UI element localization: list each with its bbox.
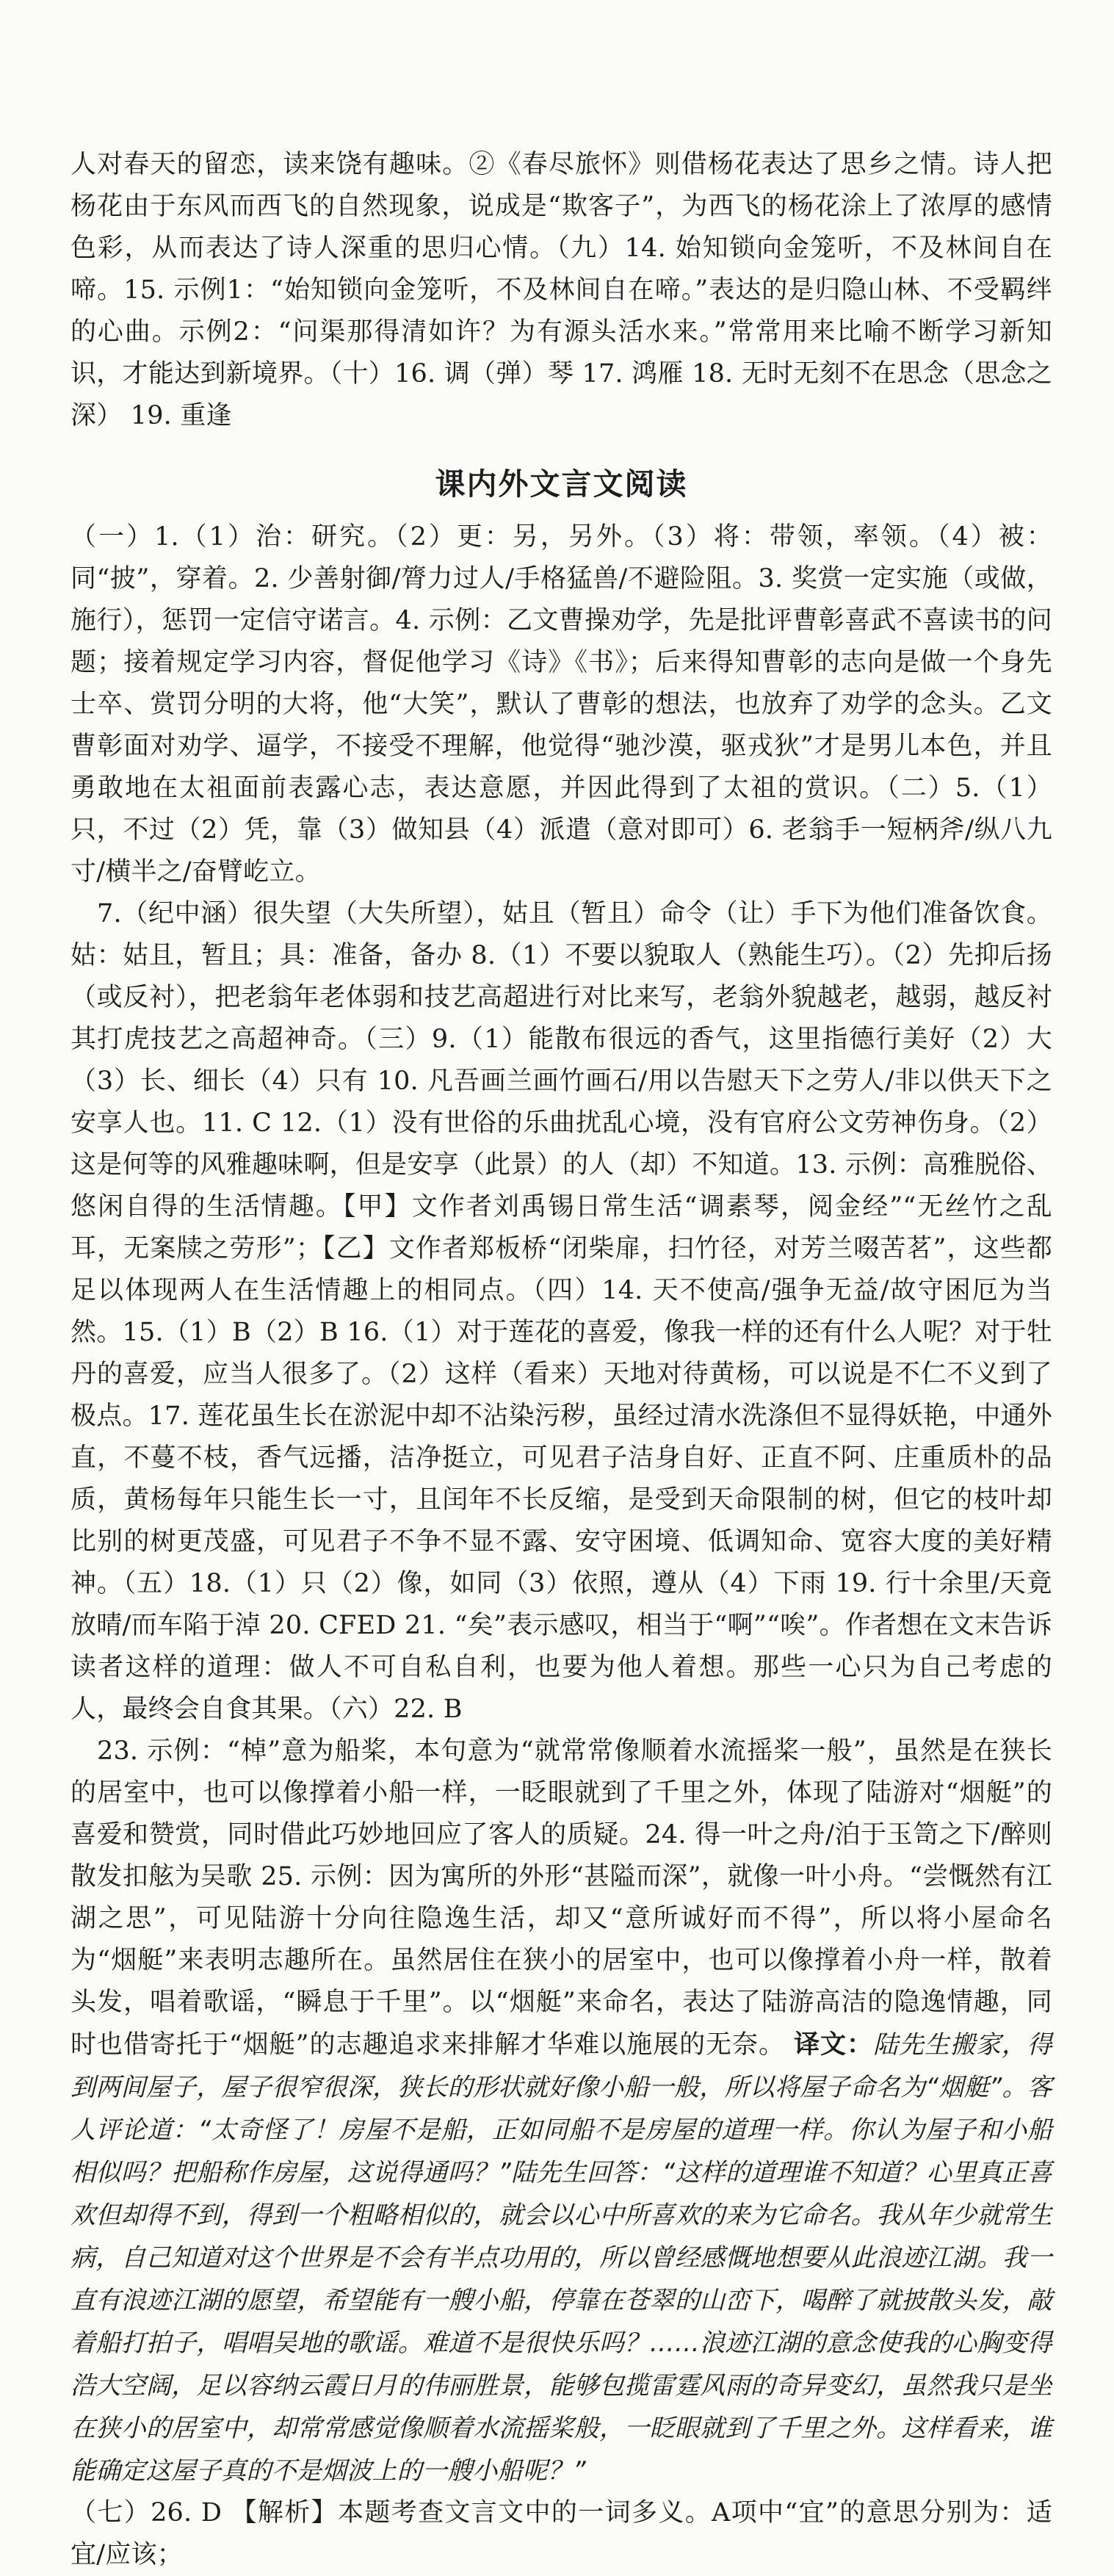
answers-paragraph-4: （七）26. D 【解析】本题考查文言文中的一词多义。A项中“宜”的意思分别为：适宜/应该； <box>70 2498 1052 2569</box>
answers-paragraph-3-text: 23. 示例：“棹”意为船桨，本句意为“就常常像顺着水流摇桨一般”，虽然是在狭长的居室中，也可以像撑着小船一样，一眨眼就到了千里之外，体现了陆游对“烟艇”的喜爱和赞赏，同时借此巧妙地回应了客人的质疑。24. 得一叶之舟/泊于玉笥之下/醉则散发扣舷为吴歌 25. 示例：因为寓所的外形“甚隘而深”，就像一叶小舟。“尝慨然有江湖之思”，可见陆游十分向往隐逸生活，却又“意所诚好而不得”，所以将小屋命名为“烟艇”来表明志趣所在。虽然居住在狭小的居室中，也可以像撑着小舟一样，散着头发，唱着歌谣，“瞬息于千里”。以“烟艇”来命名，表达了陆游高洁的隐逸情趣，同时也借寄托于“烟艇”的志趣追求来排解才华难以施展的无奈。 <box>70 1736 1052 2060</box>
section-title: 课内外文言文阅读 <box>435 466 688 502</box>
answers-paragraph-3 <box>70 1731 1052 2492</box>
answers-paragraph-2: 7.（纪中涵）很失望（大失所望），姑且（暂且）命令（让）手下为他们准备饮食。姑：姑且，暂且；具：准备，备办 8.（1）不要以貌取人（熟能生巧）。（2）先抑后扬（或反衬），把老翁年老体弱和技艺高超进行对比来写，老翁外貌越老，越弱，越反衬其打虎技艺之高超神奇。（三）9.（1）能散布很远的香气，这里指德行美好（2）大（3）长、细长（4）只有 10. 凡吾画兰画竹画石/用以告慰天下之劳人/非以供天下之安享人也。11. C 12.（1）没有世俗的乐曲扰乱心境，没有官府公文劳神伤身。（2）这是何等的风雅趣味啊，但是安享（此景）的人（却）不知道。13. 示例：高雅脱俗、悠闲自得的生活情趣。【甲】文作者刘禹锡日常生活“调素琴，阅金经”“无丝竹之乱耳，无案牍之劳形”；【乙】文作者郑板桥“闭柴扉，扫竹径，对芳兰啜苦茗”，这些都足以体现两人在生活情趣上的相同点。（四）14. 天不使高/强争无益/故守困厄为当然。15.（1）B（2）B 16.（1）对于莲花的喜爱，像我一样的还有什么人呢？对于牡丹的喜爱，应当人很多了。（2）这样（看来）天地对待黄杨，可以说是不仁不义到了极点。17. 莲花虽生长在淤泥中却不沾染污秽，虽经过清水洗涤但不显得妖艳，中通外直，不蔓不枝，香气远播，洁净挺立，可见君子洁身自好、正直不阿、庄重质朴的品质，黄杨每年只能生长一寸，且闰年不长反缩，是受到天命限制的树，但它的枝叶却比别的树更茂盛，可见君子不争不显不露、安守困境、低调知命、宽容大度的美好精神。（五）18.（1）只（2）像，如同（3）依照，遵从（4）下雨 19. 行十余里/天竟放晴/而车陷于淖 20. CFED 21. “矣”表示感叹，相当于“啊”“唉”。作者想在文末告诉读者这样的道理：做人不可自私自利，也要为他人着想。那些一心只为自己考虑的人，最终会自食其果。（六）22. B <box>70 899 1052 1724</box>
intro-paragraph: 人对春天的留恋，读来饶有趣味。②《春尽旅怀》则借杨花表达了思乡之情。诗人把杨花由于东风而西飞的自然现象，说成是“欺客子”，为西飞的杨花涂上了浓厚的感情色彩，从而表达了诗人深重的思归心情。（九）14. 始知锁向金笼听，不及林间自在啼。15. 示例1：“始知锁向金笼听，不及林间自在啼。”表达的是归隐山林、不受羁绊的心曲。示例2：“问渠那得清如许？为有源头活水来。”常常用来比喻不断学习新知识，才能达到新境界。（十）16. 调（弹）琴 17. 鸿雁 18. 无时无刻不在思念（思念之深） 19. 重逢 <box>70 150 1052 430</box>
answers-block <box>70 516 1052 2576</box>
translation-label: 译文： <box>794 2030 873 2060</box>
intro-block <box>70 144 1052 437</box>
answers-paragraph-1: （一）1.（1）治：研究。（2）更：另，另外。（3）将：带领，率领。（4）被：同“披”，穿着。2. 少善射御/膂力过人/手格猛兽/不避险阻。3. 奖赏一定实施（或做，施行），惩罚一定信守诺言。4. 示例：乙文曹操劝学，先是批评曹彰喜武不喜读书的问题；接着规定学习内容，督促他学习《诗》《书》；后来得知曹彰的志向是做一个身先士卒、赏罚分明的大将，他“大笑”，默认了曹彰的想法，也放弃了劝学的念头。乙文曹彰面对劝学、逼学，不接受不理解，他觉得“驰沙漠，驱戎狄”才是男儿本色，并且勇敢地在太祖面前表露心志，表达意愿，并因此得到了太祖的赏识。（二）5.（1）只，不过（2）凭，靠（3）做知县（4）派遣（意对即可）6. 老翁手一短柄斧/纵八九寸/横半之/奋臂屹立。 <box>70 522 1052 887</box>
translation-text: 陆先生搬家，得到两间屋子，屋子很窄很深，狭长的形状就好像小船一般，所以将屋子命名为“烟艇”。客人评论道：“太奇怪了！房屋不是船，正如同船不是房屋的道理一样。你认为屋子和小船相似吗？把船称作房屋，这说得通吗？”陆先生回答：“这样的道理谁不知道？心里真正喜欢但却得不到，得到一个粗略相似的，就会以心中所喜欢的来为它命名。我从年少就常生病，自己知道对这个世界是不会有半点功用的，所以曾经感慨地想要从此浪迹江湖。我一直有浪迹江湖的愿望，希望能有一艘小船，停靠在苍翠的山峦下，喝醉了就披散头发，敲着船打拍子，唱唱吴地的歌谣。难道不是很快乐吗？……浪迹江湖的意念使我的心胸变得浩大空阔，足以容纳云霞日月的伟丽胜景，能够包揽雷霆风雨的奇异变幻，虽然我只是坐在狭小的居室中，却常常感觉像顺着水流摇桨般，一眨眼就到了千里之外。这样看来，谁能确定这屋子真的不是烟波上的一艘小船呢？” <box>70 2030 1053 2486</box>
